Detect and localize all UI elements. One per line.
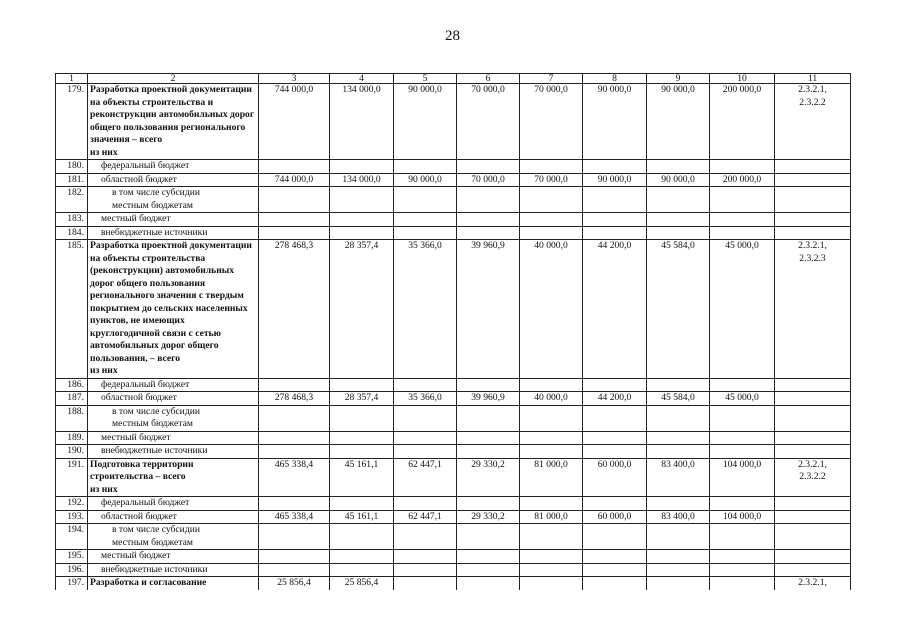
table-row — [56, 405, 851, 431]
value-cell: 83 400,0 — [647, 458, 710, 497]
row-number: 188. — [56, 405, 88, 431]
value-cell — [583, 378, 647, 392]
value-cell: 104 000,0 — [710, 510, 775, 524]
value-cell — [647, 577, 710, 590]
value-cell: 70 000,0 — [520, 84, 583, 160]
row-label: областной бюджет — [88, 173, 259, 187]
value-cell — [710, 431, 775, 445]
value-cell: 45 584,0 — [647, 392, 710, 406]
value-cell — [457, 445, 520, 459]
row-label: в том числе субсидии местным бюджетам — [88, 524, 259, 550]
value-cell — [394, 378, 457, 392]
value-cell — [520, 226, 583, 240]
reference-cell: 2.3.2.1, 2.3.2.2 — [775, 458, 851, 497]
value-cell — [647, 405, 710, 431]
value-cell: 45 584,0 — [647, 240, 710, 379]
reference-cell — [775, 550, 851, 564]
row-number: 194. — [56, 524, 88, 550]
table-row — [56, 550, 851, 564]
row-number: 187. — [56, 392, 88, 406]
value-cell: 465 338,4 — [259, 510, 330, 524]
row-label: Разработка проектной документации на объекты строительства (реконструкции) автомобильных дорог общего пользования регионального значения с твердым покрытием до сельских населенных пунктов, не имеющих круглогодичной связи с сетью автомобильных дорог общего пользования, – всего из них — [88, 240, 259, 379]
value-cell — [259, 445, 330, 459]
value-cell — [330, 445, 394, 459]
value-cell — [647, 445, 710, 459]
value-cell — [583, 405, 647, 431]
value-cell — [330, 524, 394, 550]
value-cell — [330, 497, 394, 511]
row-number: 191. — [56, 458, 88, 497]
value-cell: 25 856,4 — [330, 577, 394, 590]
value-cell — [710, 524, 775, 550]
value-cell: 39 960,9 — [457, 392, 520, 406]
value-cell: 90 000,0 — [583, 173, 647, 187]
value-cell — [394, 445, 457, 459]
value-cell — [520, 160, 583, 174]
row-label: областной бюджет — [88, 510, 259, 524]
value-cell — [330, 550, 394, 564]
value-cell — [583, 213, 647, 227]
value-cell: 25 856,4 — [259, 577, 330, 590]
value-cell — [330, 160, 394, 174]
value-cell — [457, 405, 520, 431]
value-cell — [520, 497, 583, 511]
value-cell: 90 000,0 — [394, 84, 457, 160]
value-cell: 29 330,2 — [457, 458, 520, 497]
value-cell: 44 200,0 — [583, 392, 647, 406]
row-number: 192. — [56, 497, 88, 511]
reference-cell — [775, 563, 851, 577]
value-cell — [457, 226, 520, 240]
value-cell: 29 330,2 — [457, 510, 520, 524]
column-header: 10 — [710, 74, 775, 84]
value-cell — [259, 431, 330, 445]
reference-cell — [775, 378, 851, 392]
row-label: в том числе субсидии местным бюджетам — [88, 187, 259, 213]
value-cell — [457, 577, 520, 590]
value-cell: 45 000,0 — [710, 240, 775, 379]
column-header: 9 — [647, 74, 710, 84]
value-cell — [394, 550, 457, 564]
value-cell: 278 468,3 — [259, 392, 330, 406]
value-cell — [583, 577, 647, 590]
value-cell — [394, 187, 457, 213]
row-label: федеральный бюджет — [88, 160, 259, 174]
value-cell — [583, 497, 647, 511]
value-cell — [330, 431, 394, 445]
value-cell — [710, 445, 775, 459]
value-cell: 35 366,0 — [394, 240, 457, 379]
row-number: 195. — [56, 550, 88, 564]
value-cell — [647, 187, 710, 213]
value-cell: 45 000,0 — [710, 392, 775, 406]
table-row — [56, 392, 851, 406]
row-number: 190. — [56, 445, 88, 459]
value-cell — [259, 213, 330, 227]
value-cell: 28 357,4 — [330, 240, 394, 379]
reference-cell — [775, 213, 851, 227]
value-cell — [457, 213, 520, 227]
value-cell — [583, 563, 647, 577]
row-label: федеральный бюджет — [88, 378, 259, 392]
column-header: 2 — [88, 74, 259, 84]
value-cell: 200 000,0 — [710, 173, 775, 187]
value-cell: 28 357,4 — [330, 392, 394, 406]
value-cell — [647, 213, 710, 227]
table-row — [56, 431, 851, 445]
row-number: 197. — [56, 577, 88, 590]
table-row — [56, 524, 851, 550]
value-cell — [259, 378, 330, 392]
row-label: Подготовка территории строительства – всего из них — [88, 458, 259, 497]
value-cell — [259, 524, 330, 550]
value-cell: 40 000,0 — [520, 392, 583, 406]
value-cell — [647, 226, 710, 240]
value-cell — [259, 160, 330, 174]
value-cell: 134 000,0 — [330, 84, 394, 160]
column-header: 3 — [259, 74, 330, 84]
column-header: 8 — [583, 74, 647, 84]
value-cell: 60 000,0 — [583, 510, 647, 524]
value-cell — [394, 524, 457, 550]
value-cell — [583, 226, 647, 240]
value-cell — [330, 226, 394, 240]
value-cell — [394, 226, 457, 240]
reference-cell — [775, 431, 851, 445]
value-cell — [710, 405, 775, 431]
value-cell — [710, 550, 775, 564]
column-header: 1 — [56, 74, 88, 84]
value-cell — [647, 160, 710, 174]
value-cell: 45 161,1 — [330, 510, 394, 524]
value-cell: 90 000,0 — [647, 173, 710, 187]
value-cell: 104 000,0 — [710, 458, 775, 497]
value-cell — [330, 378, 394, 392]
table-row — [56, 563, 851, 577]
value-cell — [520, 563, 583, 577]
reference-cell — [775, 160, 851, 174]
value-cell — [520, 378, 583, 392]
value-cell: 62 447,1 — [394, 458, 457, 497]
reference-cell — [775, 173, 851, 187]
value-cell — [457, 524, 520, 550]
value-cell: 62 447,1 — [394, 510, 457, 524]
reference-cell — [775, 510, 851, 524]
value-cell: 44 200,0 — [583, 240, 647, 379]
value-cell — [583, 445, 647, 459]
value-cell — [394, 405, 457, 431]
value-cell — [710, 378, 775, 392]
reference-cell — [775, 524, 851, 550]
page-number: 28 — [445, 28, 460, 44]
row-label: федеральный бюджет — [88, 497, 259, 511]
value-cell — [259, 563, 330, 577]
value-cell — [457, 378, 520, 392]
row-number: 181. — [56, 173, 88, 187]
value-cell — [394, 577, 457, 590]
value-cell — [710, 497, 775, 511]
value-cell — [520, 405, 583, 431]
table-row — [56, 240, 851, 379]
reference-cell: 2.3.2.1, 2.3.2.3 — [775, 240, 851, 379]
value-cell — [457, 187, 520, 213]
value-cell: 60 000,0 — [583, 458, 647, 497]
reference-cell: 2.3.2.1, — [775, 577, 851, 590]
value-cell: 134 000,0 — [330, 173, 394, 187]
value-cell: 40 000,0 — [520, 240, 583, 379]
row-number: 183. — [56, 213, 88, 227]
row-number: 196. — [56, 563, 88, 577]
row-label: областной бюджет — [88, 392, 259, 406]
table-row — [56, 378, 851, 392]
column-header: 7 — [520, 74, 583, 84]
reference-cell — [775, 497, 851, 511]
value-cell: 35 366,0 — [394, 392, 457, 406]
row-label: местный бюджет — [88, 431, 259, 445]
value-cell — [457, 550, 520, 564]
table-row — [56, 497, 851, 511]
value-cell — [457, 497, 520, 511]
row-number: 180. — [56, 160, 88, 174]
value-cell — [457, 563, 520, 577]
value-cell: 90 000,0 — [583, 84, 647, 160]
row-number: 193. — [56, 510, 88, 524]
row-label: внебюджетные источники — [88, 445, 259, 459]
value-cell — [394, 497, 457, 511]
value-cell: 90 000,0 — [394, 173, 457, 187]
value-cell — [394, 431, 457, 445]
header-row — [56, 74, 851, 84]
row-label: в том числе субсидии местным бюджетам — [88, 405, 259, 431]
value-cell — [520, 577, 583, 590]
table-row — [56, 173, 851, 187]
value-cell: 70 000,0 — [457, 84, 520, 160]
reference-cell — [775, 445, 851, 459]
reference-cell — [775, 187, 851, 213]
value-cell — [394, 563, 457, 577]
value-cell — [583, 550, 647, 564]
column-header: 6 — [457, 74, 520, 84]
column-header: 4 — [330, 74, 394, 84]
row-label: Разработка проектной документации на объекты строительства и реконструкции автомобильных дорог общего пользования регионального значения – всего из них — [88, 84, 259, 160]
value-cell: 81 000,0 — [520, 510, 583, 524]
reference-cell — [775, 392, 851, 406]
value-cell — [259, 550, 330, 564]
value-cell — [710, 577, 775, 590]
reference-cell — [775, 226, 851, 240]
value-cell — [520, 431, 583, 445]
reference-cell — [775, 405, 851, 431]
row-label: Разработка и согласование — [88, 577, 259, 590]
value-cell — [394, 213, 457, 227]
value-cell — [647, 524, 710, 550]
row-number: 182. — [56, 187, 88, 213]
table-row — [56, 458, 851, 497]
value-cell — [583, 524, 647, 550]
table-row — [56, 510, 851, 524]
value-cell — [583, 431, 647, 445]
value-cell: 278 468,3 — [259, 240, 330, 379]
value-cell — [394, 160, 457, 174]
value-cell — [259, 187, 330, 213]
value-cell — [520, 187, 583, 213]
row-number: 184. — [56, 226, 88, 240]
value-cell: 45 161,1 — [330, 458, 394, 497]
value-cell: 39 960,9 — [457, 240, 520, 379]
table-row — [56, 160, 851, 174]
value-cell — [259, 405, 330, 431]
value-cell — [330, 213, 394, 227]
value-cell — [710, 563, 775, 577]
value-cell — [520, 550, 583, 564]
table-row — [56, 187, 851, 213]
value-cell: 70 000,0 — [457, 173, 520, 187]
value-cell — [520, 445, 583, 459]
row-number: 185. — [56, 240, 88, 379]
reference-cell: 2.3.2.1, 2.3.2.2 — [775, 84, 851, 160]
table-row — [56, 577, 851, 590]
value-cell — [583, 160, 647, 174]
value-cell: 90 000,0 — [647, 84, 710, 160]
value-cell — [710, 160, 775, 174]
table-row — [56, 84, 851, 160]
value-cell — [583, 187, 647, 213]
row-label: внебюджетные источники — [88, 226, 259, 240]
value-cell: 200 000,0 — [710, 84, 775, 160]
row-number: 189. — [56, 431, 88, 445]
row-label: местный бюджет — [88, 550, 259, 564]
value-cell: 744 000,0 — [259, 173, 330, 187]
value-cell: 81 000,0 — [520, 458, 583, 497]
value-cell: 70 000,0 — [520, 173, 583, 187]
value-cell — [647, 497, 710, 511]
value-cell — [710, 187, 775, 213]
value-cell — [457, 160, 520, 174]
value-cell — [520, 213, 583, 227]
table-row — [56, 213, 851, 227]
budget-table — [55, 73, 851, 590]
value-cell — [710, 213, 775, 227]
value-cell: 465 338,4 — [259, 458, 330, 497]
value-cell — [647, 431, 710, 445]
value-cell — [647, 563, 710, 577]
value-cell — [710, 226, 775, 240]
row-number: 179. — [56, 84, 88, 160]
row-label: внебюджетные источники — [88, 563, 259, 577]
value-cell — [259, 497, 330, 511]
table-row — [56, 226, 851, 240]
value-cell — [457, 431, 520, 445]
value-cell — [330, 563, 394, 577]
value-cell: 744 000,0 — [259, 84, 330, 160]
value-cell — [330, 405, 394, 431]
value-cell — [330, 187, 394, 213]
value-cell: 83 400,0 — [647, 510, 710, 524]
table-row — [56, 445, 851, 459]
column-header: 5 — [394, 74, 457, 84]
value-cell — [647, 550, 710, 564]
column-header: 11 — [775, 74, 851, 84]
row-number: 186. — [56, 378, 88, 392]
value-cell — [259, 226, 330, 240]
value-cell — [520, 524, 583, 550]
value-cell — [647, 378, 710, 392]
row-label: местный бюджет — [88, 213, 259, 227]
